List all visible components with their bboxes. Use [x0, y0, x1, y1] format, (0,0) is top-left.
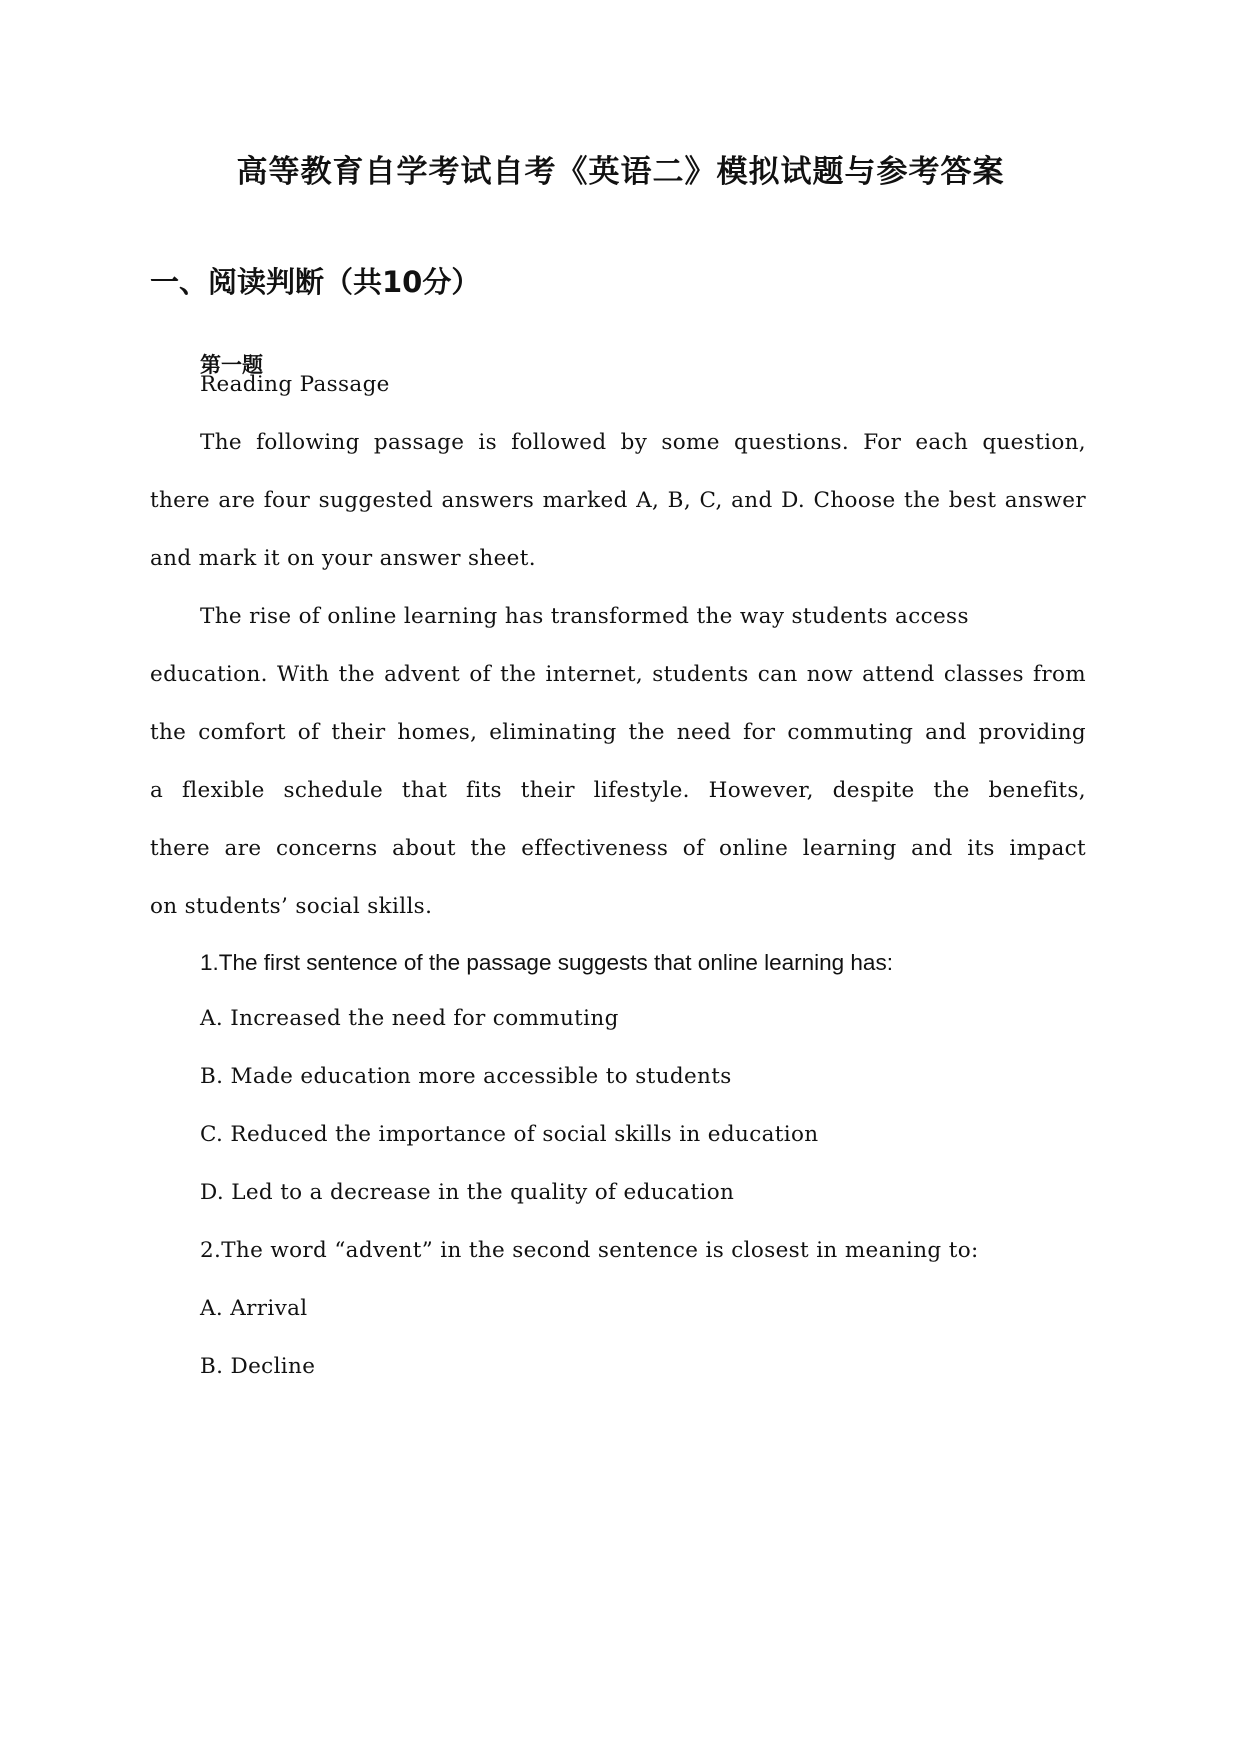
answer-option: A. Increased the need for commuting [200, 1006, 619, 1031]
section-heading: 一、阅读判断（共10分） [150, 265, 481, 299]
instructions-line: there are four suggested answers marked A, B, C, and D. Choose the best answer [150, 488, 1086, 513]
passage-line: the comfort of their homes, eliminating the need for commuting and providing [150, 720, 1086, 745]
passage-line: on students’ social skills. [150, 894, 433, 919]
answer-option: D. Led to a decrease in the quality of education [200, 1180, 735, 1205]
passage-line: education. With the advent of the internet, students can now attend classes from [150, 662, 1086, 687]
instructions-line: and mark it on your answer sheet. [150, 546, 536, 571]
passage-line: The rise of online learning has transformed the way students access [200, 604, 969, 629]
document-title: 高等教育自学考试自考《英语二》模拟试题与参考答案 [236, 154, 1005, 190]
question-stem: 2.The word “advent” in the second sentence is closest in meaning to: [200, 1238, 979, 1263]
answer-option: B. Decline [200, 1354, 316, 1379]
answer-option: C. Reduced the importance of social skills in education [200, 1122, 819, 1147]
question-stem: 1.The first sentence of the passage suggests that online learning has: [200, 950, 893, 975]
passage-label: Reading Passage [200, 372, 390, 397]
instructions-line: The following passage is followed by some questions. For each question, [200, 430, 1086, 455]
passage-line: there are concerns about the effectiveness of online learning and its impact [150, 836, 1086, 861]
answer-option: A. Arrival [200, 1296, 308, 1321]
passage-line: a flexible schedule that fits their lifestyle. However, despite the benefits, [150, 778, 1086, 803]
question-heading: 第一题 [200, 353, 263, 377]
answer-option: B. Made education more accessible to students [200, 1064, 732, 1089]
